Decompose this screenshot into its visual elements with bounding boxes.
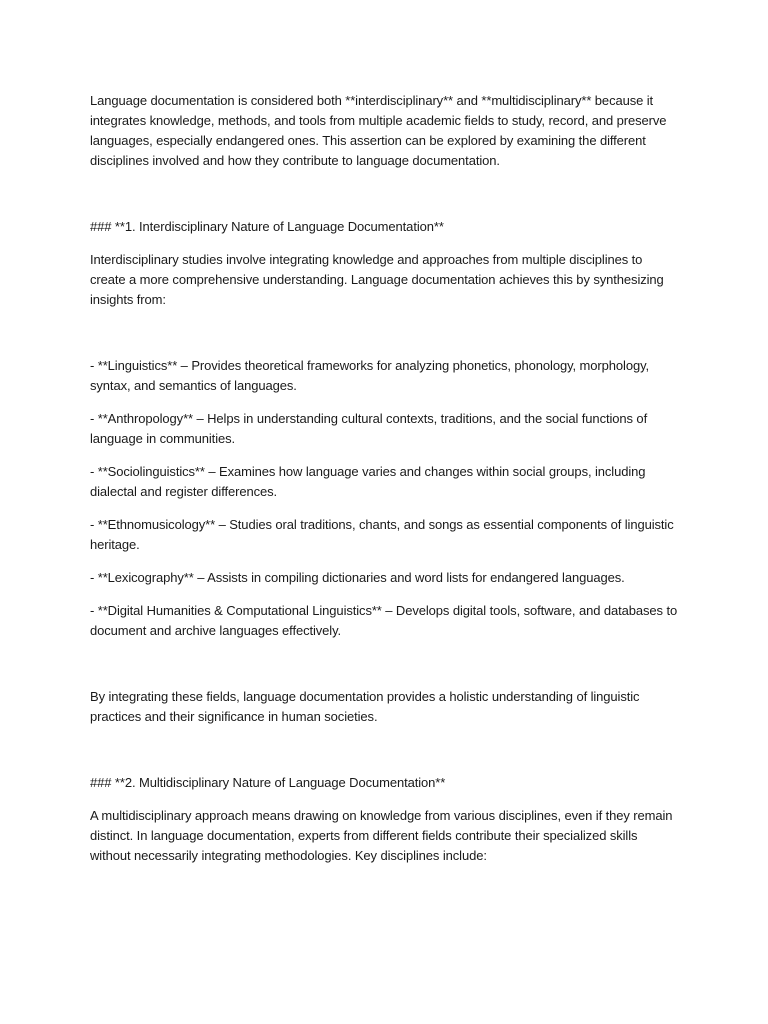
list-item-digital-humanities: - **Digital Humanities & Computational Linguistics** – Develops digital tools, software, and databases to document and archive languages effectively. [90,603,678,638]
intro-paragraph: Language documentation is considered both **interdisciplinary** and **multidisciplinary** because it integrates knowledge, methods, and tools from multiple academic fields to study, record, and preserve languages, especially endangered ones. This assertion can be explored by examining the different disciplines involved and how they contribute to language documentation. [90,93,667,168]
section-1-conclusion-paragraph: By integrating these fields, language documentation provides a holistic understanding of linguistic practices and their significance in human societies. [90,689,640,724]
list-item-lexicography: - **Lexicography** – Assists in compiling dictionaries and word lists for endangered languages. [90,570,625,585]
section-1-intro-paragraph: Interdisciplinary studies involve integrating knowledge and approaches from multiple disciplines to create a more comprehensive understanding. Language documentation achieves this by synthesizing insights from: [90,252,664,307]
section-1-heading: ### **1. Interdisciplinary Nature of Language Documentation** [90,219,444,234]
list-item-anthropology: - **Anthropology** – Helps in understanding cultural contexts, traditions, and the social functions of language in communities. [90,411,648,446]
section-2-heading: ### **2. Multidisciplinary Nature of Language Documentation** [90,775,446,790]
list-item-sociolinguistics: - **Sociolinguistics** – Examines how language varies and changes within social groups, including dialectal and register differences. [90,464,646,499]
document-body [90,91,680,866]
section-2-intro-paragraph: A multidisciplinary approach means drawing on knowledge from various disciplines, even if they remain distinct. In language documentation, experts from different fields contribute their specialized skills without necessarily integrating methodologies. Key disciplines include: [90,808,673,863]
list-item-linguistics: - **Linguistics** – Provides theoretical frameworks for analyzing phonetics, phonology, morphology, syntax, and semantics of languages. [90,358,650,393]
list-item-ethnomusicology: - **Ethnomusicology** – Studies oral traditions, chants, and songs as essential components of linguistic heritage. [90,517,674,552]
